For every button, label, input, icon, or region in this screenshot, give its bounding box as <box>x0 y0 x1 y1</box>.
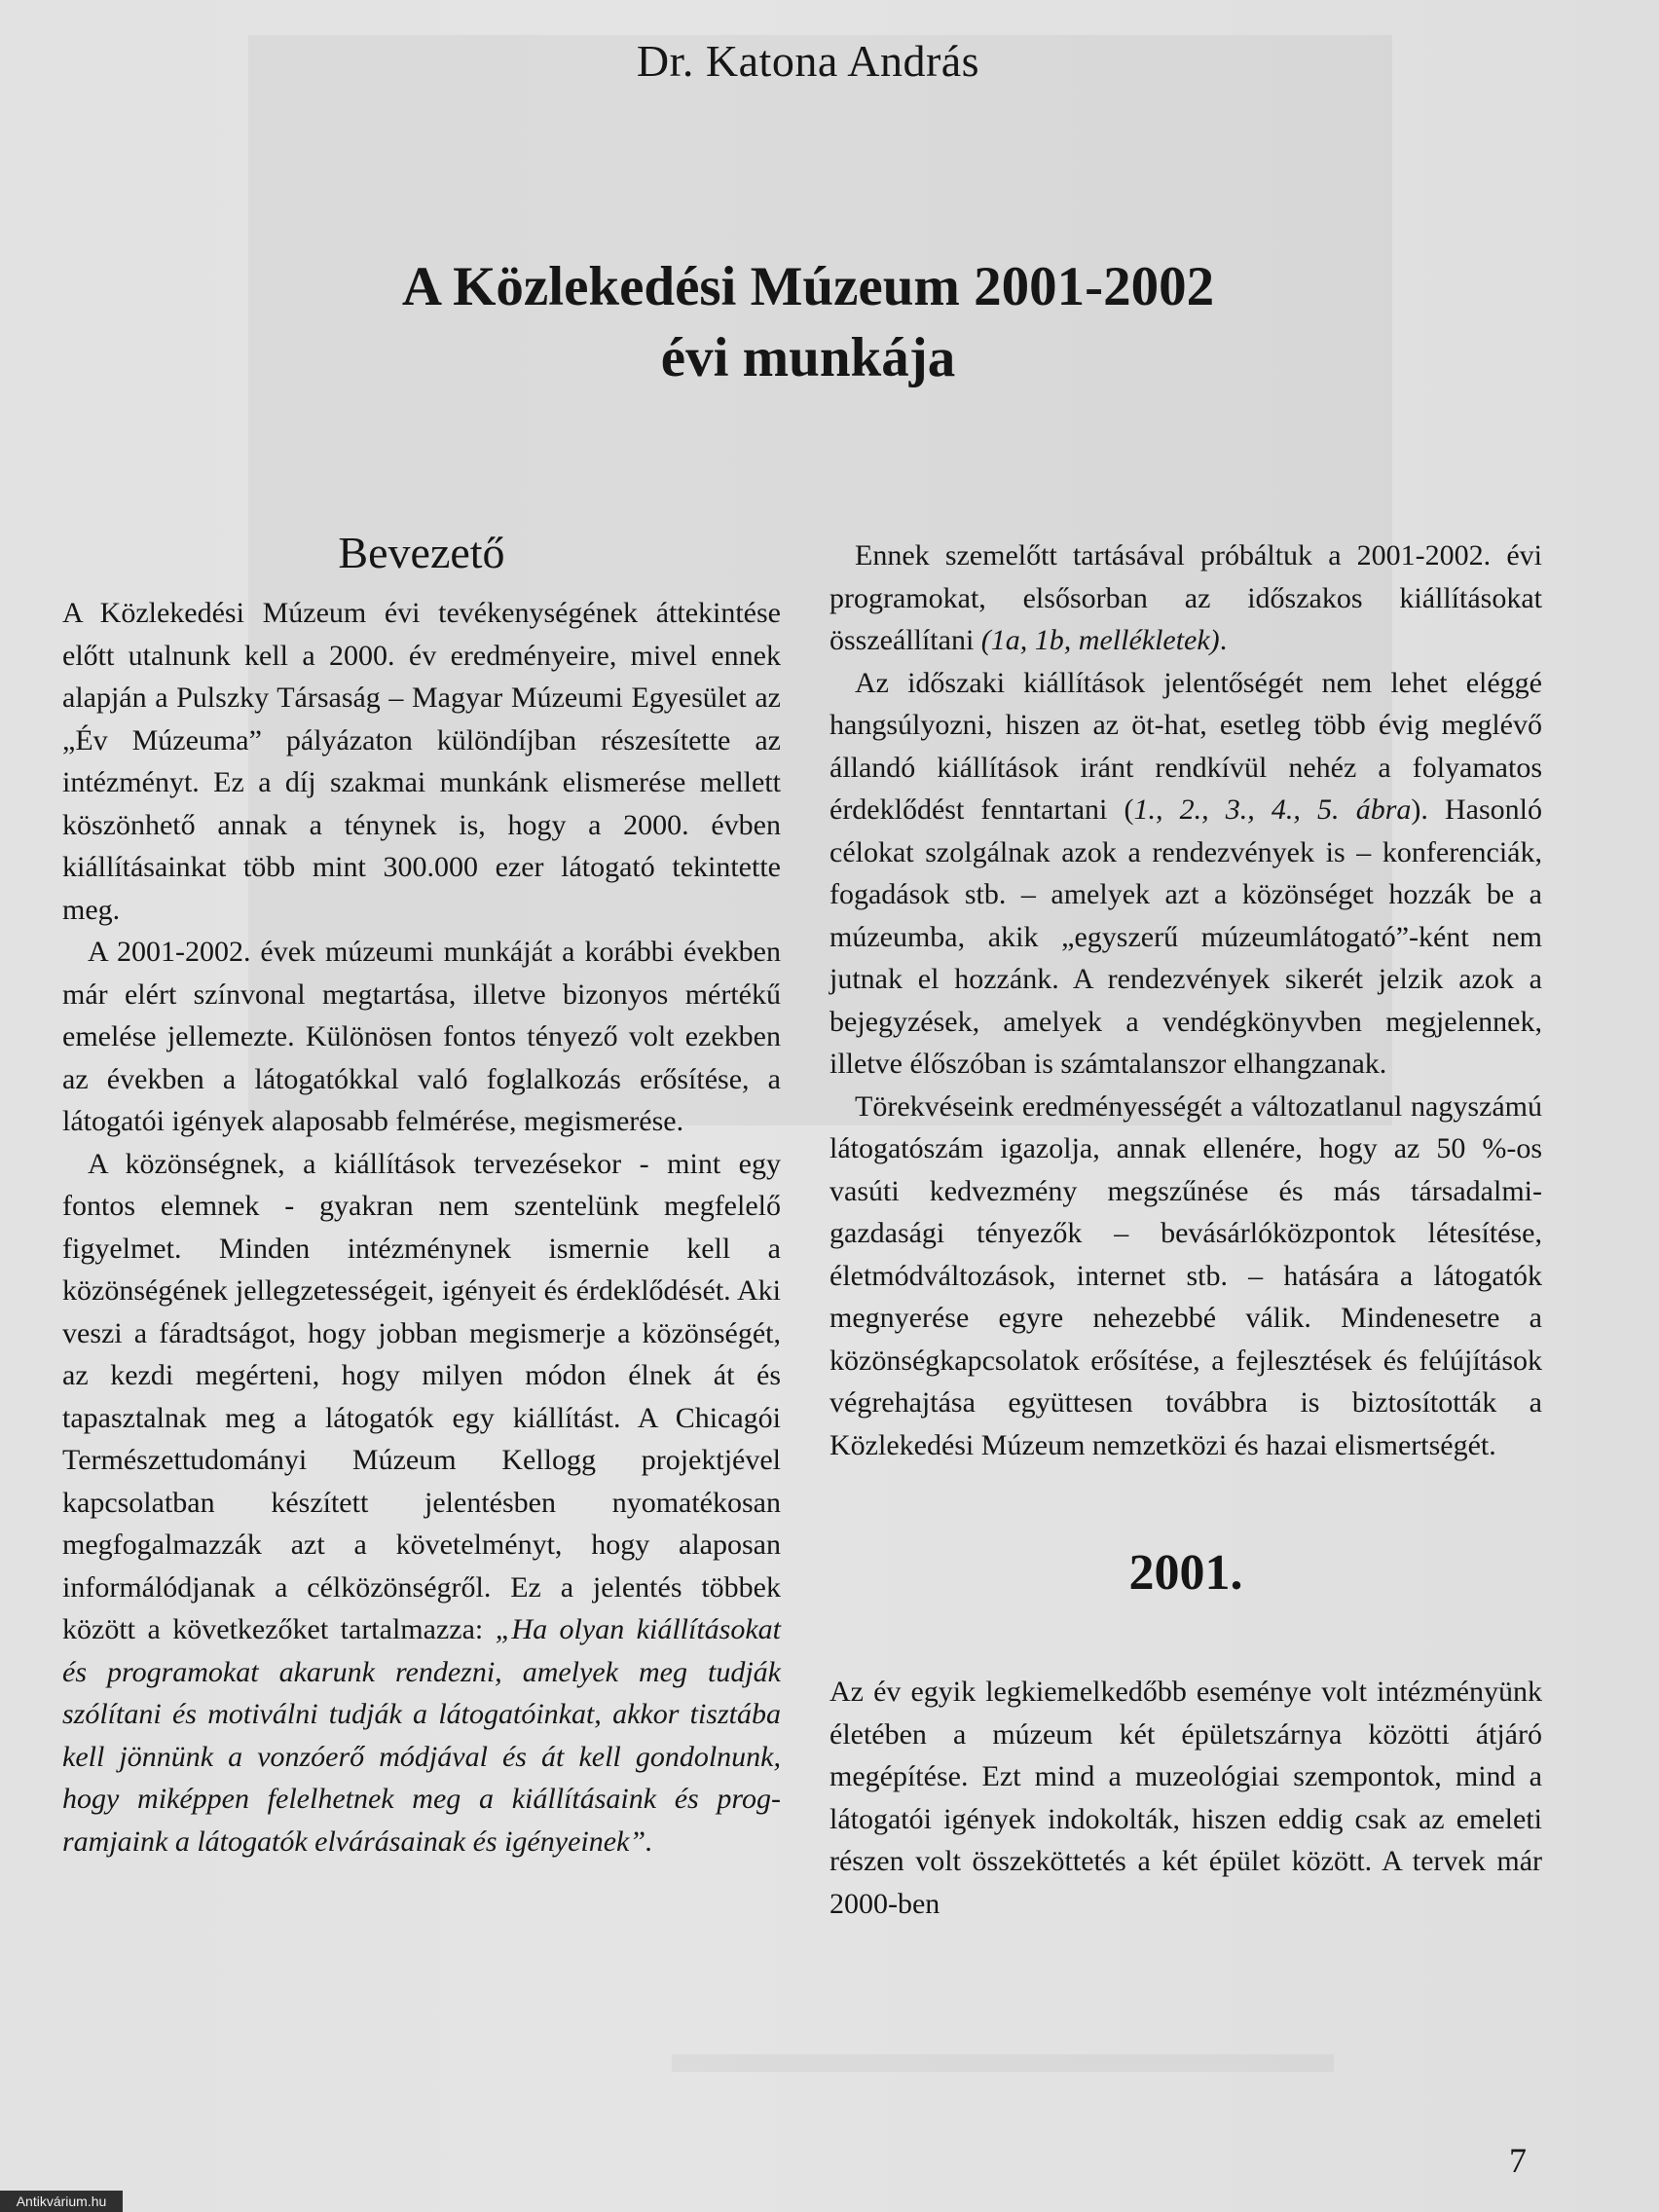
paragraph-5-reference: 1., 2., 3., 4., 5. ábra <box>1133 793 1412 826</box>
year-heading: 2001. <box>1128 1545 1243 1601</box>
paragraph-3-text: A közönségnek, a kiállítások tervezésekor - mint egy fontos elemnek - gyakran nem szentelünk megfelelő figyelmet. Minden intézménynek ismernie kell a közönségének jellegzetességeit, igényeit és érdeklődését. Aki veszi a fáradtságot, hogy jobban megismerje a közönségét, az kezdi megérteni, hogy milyen módon élnek át és tapasztalnak meg a látogatók egy kiállítást. A Chicagói Természettudományi Múzeum Kellogg projektjével kapcsolatban készített jelentésben nyomatékosan megfogalmazzák azt a követelményt, hogy alaposan informálódjanak a célközönségről. Ez a jelentés többek között a következőket tartalmazza: <box>62 1147 781 1645</box>
paragraph-4-end: . <box>1219 624 1228 656</box>
print-show-through-line <box>672 2054 1334 2072</box>
paragraph-4-reference: (1a, 1b, mellékletek) <box>980 624 1220 656</box>
paragraph-4 <box>830 535 1542 662</box>
paragraph-5 <box>830 662 1542 1086</box>
paragraph-1: A Közlekedési Múzeum évi tevékenységének áttekintése előtt utalnunk kell a 2000. év eredményeire, mivel ennek alapján a Pulszky Társaság – Magyar Múzeumi Egyesület az „Év Múzeuma” pályázaton különdíjban részesítette az intézményt. Ez a díj szakmai munkánk elismerése mellett köszönhető annak a ténynek is, hogy a 2000. évben kiállításainkat több mint 300.000 ezer látogató tekintette meg. <box>62 597 781 926</box>
section-heading: Bevezető <box>338 528 505 577</box>
paragraph-5-text-b: ). Hasonló célokat szolgálnak azok a rendezvények is – konferenciák, fogadások stb. – amelyek azt a közönséget hozzák be a múzeumba, akik „egyszerű múzeumlátogató”-ként nem jutnak el hozzánk. A rendezvények sikerét jelzik azok a bejegyzések, amelyek a vendégkönyvben megjelennek, illetve élőszóban is számtalanszor elhangzanak. <box>830 793 1542 1080</box>
right-column <box>830 535 1542 1925</box>
watermark: Antikvárium.hu <box>0 2191 123 2212</box>
page-title <box>0 251 1616 393</box>
paragraph-3 <box>62 1143 781 1863</box>
author-name: Dr. Katona András <box>636 36 980 86</box>
quote-text: „Ha olyan kiállításokat és programokat akarunk rendezni, amelyek meg tudják szólítani és motiválni tudják a látogatóinkat, akkor tisztába kell jönnünk a vonzóerő módjával és át kell gondolnunk, hogy miképpen felelhetnek meg a kiállításaink és programjaink a látogatók elvárásainak és igényeinek”. <box>62 1613 781 1858</box>
paragraph-4-text: Ennek szemelőtt tartásával próbáltuk a 2001-2002. évi programokat, elsősorban az időszakos kiállításokat összeállítani <box>830 539 1542 656</box>
title-line-1: A Közlekedési Múzeum 2001-2002 <box>401 256 1215 317</box>
paragraph-6: Törekvéseink eredményességét a változatlanul nagyszámú látogatószám igazolja, annak ellenére, hogy az 50 %-os vasúti kedvezmény megszűnése és más társadalmi-gazdasági tényezők – bevásárlóközpontok létesítése, életmódváltozások, internet stb. – hatására a látogatók megnyerése egyre nehezebbé válik. Mindenesetre a közönségkapcsolatok erősítése, a fejlesztések és felújítások végrehajtása együttesen továbbra is biztosították a Közlekedési Múzeum nemzetközi és hazai elismertségét. <box>830 1089 1542 1461</box>
page-number: 7 <box>1509 2141 1527 2180</box>
paragraph-5-text-a: Az időszaki kiállítások jelentőségét nem lehet eléggé hangsúlyozni, hiszen az öt-hat, esetleg több évig meglévő állandó kiállítások iránt rendkívül nehéz a folyamatos érdeklődést fenntartani ( <box>830 666 1542 826</box>
title-line-2: évi munkája <box>660 327 956 388</box>
paragraph-7: Az év egyik legkiemelkedőbb eseménye volt intézményünk életében a múzeum két épületszárnya közötti átjáró megépítése. Ezt mind a muzeológiai szempontok, mind a látogatói igények indokolták, hiszen eddig csak az emeleti részen volt összeköttetés a két épület között. A tervek már 2000-ben <box>830 1676 1542 1920</box>
left-column <box>62 526 781 1862</box>
paragraph-2: A 2001-2002. évek múzeumi munkáját a korábbi években már elért színvonal megtartása, illetve bizonyos mértékű emelése jellemezte. Különösen fontos tényező volt ezekben az években a látogatókkal való foglalkozás erősítése, a látogatói igények alaposabb felmérése, megismerése. <box>62 936 781 1137</box>
